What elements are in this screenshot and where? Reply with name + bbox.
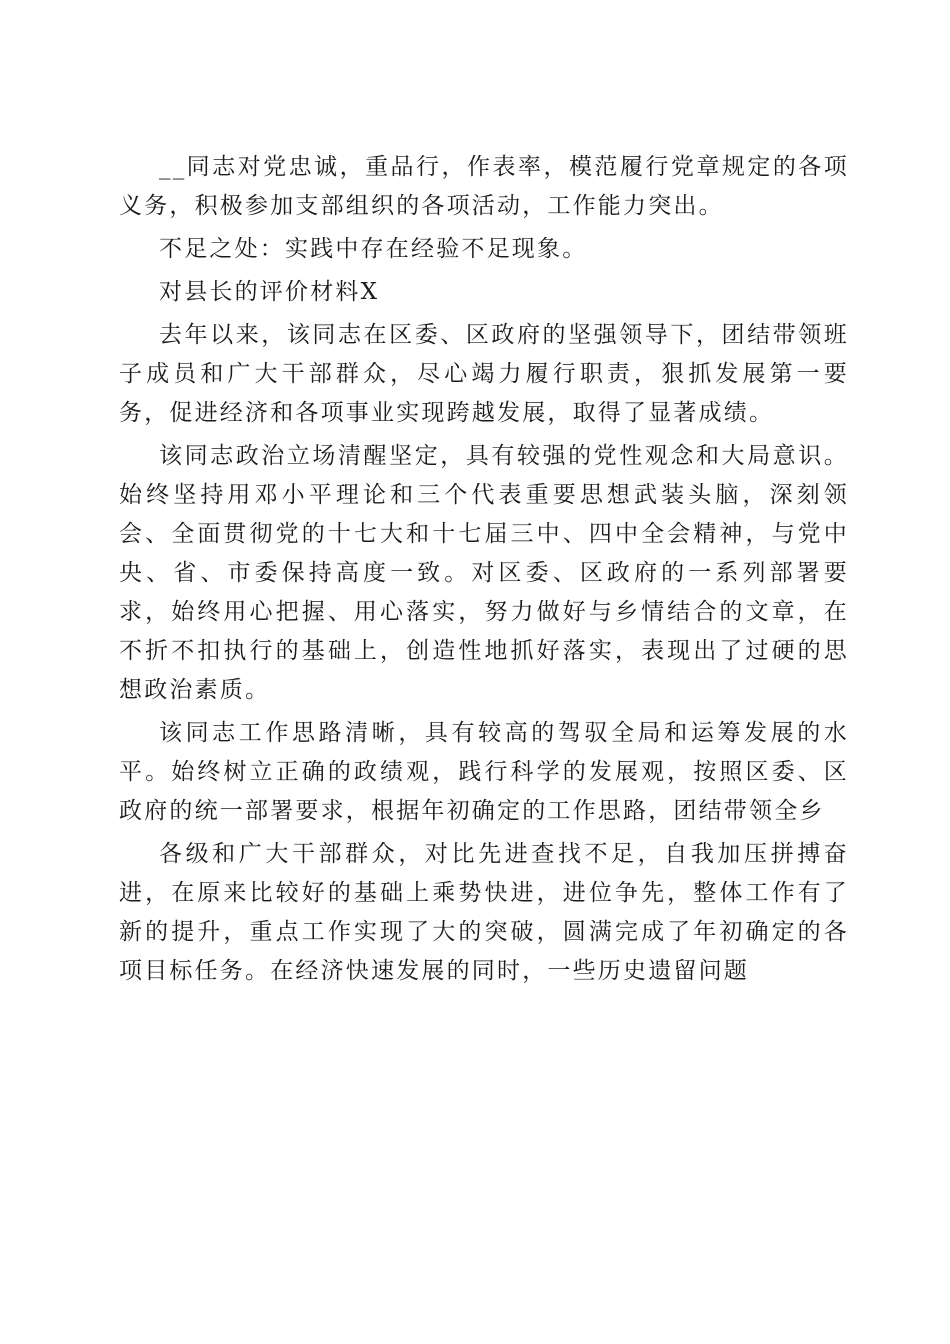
section-heading: 对县长的评价材料X (159, 279, 380, 305)
paragraph-shortcomings: 不足之处：实践中存在经验不足现象。 (159, 236, 588, 262)
paragraph-since-last-year: 去年以来，该同志在区委、区政府的坚强领导下，团结带领班子成员和广大干部群众，尽心竭力履行职责，狠抓发展第一要务，促进经济和各项事业实现跨越发展，取得了显著成绩。 (119, 322, 849, 426)
paragraph-political-stance: 该同志政治立场清醒坚定，具有较强的党性观念和大局意识。始终坚持用邓小平理论和三个代表重要思想武装头脑，深刻领会、全面贯彻党的十七大和十七届三中、四中全会精神，与党中央、省、市委保持高度一致。对区委、区政府的一系列部署要求，始终用心把握、用心落实，努力做好与乡情结合的文章，在不折不扣执行的基础上，创造性地抓好落实，表现出了过硬的思想政治素质。 (119, 443, 849, 703)
paragraph-work-approach: 该同志工作思路清晰，具有较高的驾驭全局和运筹发展的水平。始终树立正确的政绩观，践行科学的发展观，按照区委、区政府的统一部署要求，根据年初确定的工作思路，团结带领全乡 (119, 720, 849, 824)
document-body (119, 148, 849, 995)
paragraph-comrade-loyalty: __同志对党忠诚，重品行，作表率，模范履行党章规定的各项义务，积极参加支部组织的各项活动，工作能力突出。 (119, 154, 849, 219)
paragraph-cadres-and-masses: 各级和广大干部群众，对比先进查找不足，自我加压拼搏奋进，在原来比较好的基础上乘势快进，进位争先，整体工作有了新的提升，重点工作实现了大的突破，圆满完成了年初确定的各项目标任务。在经济快速发展的同时，一些历史遗留问题 (119, 841, 849, 984)
